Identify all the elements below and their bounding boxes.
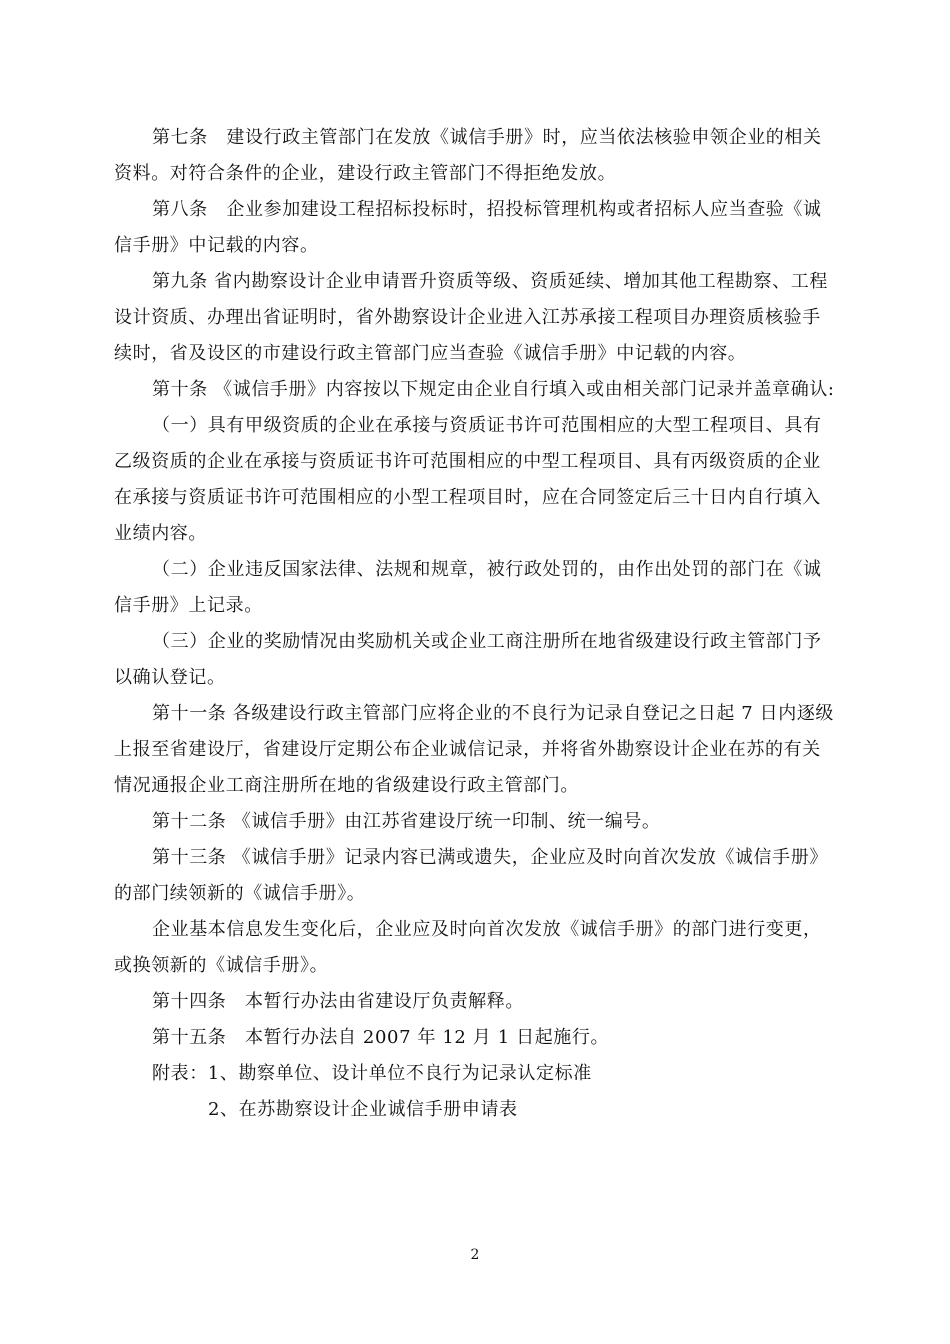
article-12-line-1: 第十二条 《诚信手册》由江苏省建设厅统一印制、统一编号。 — [152, 811, 661, 832]
article-10-item-1-line-3: 在承接与资质证书许可范围相应的小型工程项目时，应在合同签定后三十日内自行填入 — [114, 487, 821, 508]
article-11-line-2: 上报至省建设厅，省建设厅定期公布企业诚信记录，并将省外勘察设计企业在苏的有关 — [114, 739, 821, 760]
article-7-line-1: 第七条 建设行政主管部门在发放《诚信手册》时，应当依法核验申领企业的相关 — [152, 127, 822, 148]
article-15-line-1: 第十五条 本暂行办法自 2007 年 12 月 1 日起施行。 — [152, 1027, 610, 1048]
article-9-line-1: 第九条 省内勘察设计企业申请晋升资质等级、资质延续、增加其他工程勘察、工程 — [152, 271, 828, 292]
article-10-line-1: 第十条 《诚信手册》内容按以下规定由企业自行填入或由相关部门记录并盖章确认: — [152, 379, 835, 400]
article-9-line-2: 设计资质、办理出省证明时，省外勘察设计企业进入江苏承接工程项目办理资质核验手 — [114, 307, 821, 328]
article-11-line-3: 情况通报企业工商注册所在地的省级建设行政主管部门。 — [114, 775, 579, 796]
page-number: 2 — [470, 1247, 480, 1263]
article-10-item-1-line-1: （一）具有甲级资质的企业在承接与资质证书许可范围相应的大型工程项目、具有 — [152, 415, 822, 436]
article-10-item-2-line-1: （二）企业违反国家法律、法规和规章，被行政处罚的，由作出处罚的部门在《诚 — [152, 559, 822, 580]
article-8-line-2: 信手册》中记载的内容。 — [114, 235, 319, 256]
article-10-item-1-line-2: 乙级资质的企业在承接与资质证书许可范围相应的中型工程项目、具有丙级资质的企业 — [114, 451, 821, 472]
annex-1-line: 附表：1、勘察单位、设计单位不良行为记录认定标准 — [152, 1063, 592, 1084]
article-10-item-3-line-2: 以确认登记。 — [114, 667, 226, 688]
annex-2-line: 2、在苏勘察设计企业诚信手册申请表 — [208, 1099, 518, 1120]
article-10-item-2-line-2: 信手册》上记录。 — [114, 595, 263, 616]
article-13-line-1: 第十三条 《诚信手册》记录内容已满或遗失，企业应及时向首次发放《诚信手册》 — [152, 847, 828, 868]
article-13-para-2-line-2: 或换领新的《诚信手册》。 — [114, 955, 329, 976]
article-10-item-3-line-1: （三）企业的奖励情况由奖励机关或企业工商注册所在地省级建设行政主管部门予 — [152, 631, 822, 652]
article-13-line-2: 的部门续领新的《诚信手册》。 — [114, 883, 366, 904]
article-8-line-1: 第八条 企业参加建设工程招标投标时，招投标管理机构或者招标人应当查验《诚 — [152, 199, 822, 220]
article-9-line-3: 续时，省及设区的市建设行政主管部门应当查验《诚信手册》中记载的内容。 — [114, 343, 747, 364]
article-11-line-1: 第十一条 各级建设行政主管部门应将企业的不良行为记录自登记之日起 7 日内逐级 — [152, 703, 835, 724]
article-10-item-1-line-4: 业绩内容。 — [114, 523, 207, 544]
article-13-para-2-line-1: 企业基本信息发生变化后，企业应及时向首次发放《诚信手册》的部门进行变更， — [152, 919, 822, 940]
article-14-line-1: 第十四条 本暂行办法由省建设厅负责解释。 — [152, 991, 524, 1012]
article-7-line-2: 资料。对符合条件的企业，建设行政主管部门不得拒绝发放。 — [114, 163, 617, 184]
